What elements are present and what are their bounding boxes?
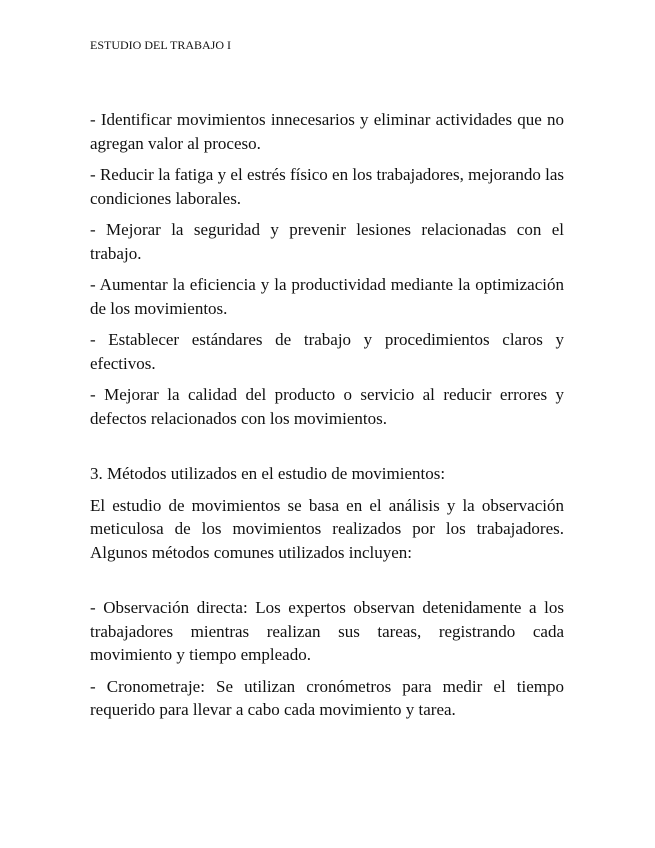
list-item: - Reducir la fatiga y el estrés físico en los trabajadores, mejorando las condiciones laborales.	[90, 165, 564, 208]
list-item: - Identificar movimientos innecesarios y eliminar actividades que no agregan valor al proceso.	[90, 110, 564, 153]
page-header: ESTUDIO DEL TRABAJO I	[90, 38, 231, 52]
list-item: - Observación directa: Los expertos observan detenidamente a los trabajadores mientras realizan sus tareas, registrando cada movimiento y tiempo empleado.	[90, 598, 564, 664]
list-item: - Aumentar la eficiencia y la productividad mediante la optimización de los movimientos.	[90, 275, 564, 318]
page-body	[90, 108, 564, 730]
intro-paragraph: El estudio de movimientos se basa en el análisis y la observación meticulosa de los movimientos realizados por los trabajadores. Algunos métodos comunes utilizados incluyen:	[90, 495, 564, 562]
list-item: - Mejorar la calidad del producto o servicio al reducir errores y defectos relacionados con los movimientos.	[90, 385, 564, 428]
list-item: - Cronometraje: Se utilizan cronómetros para medir el tiempo requerido para llevar a cabo cada movimiento y tarea.	[90, 676, 564, 719]
list-item: - Establecer estándares de trabajo y procedimientos claros y efectivos.	[90, 330, 564, 373]
list-item: - Mejorar la seguridad y prevenir lesiones relacionadas con el trabajo.	[90, 220, 564, 263]
section-title: 3. Métodos utilizados en el estudio de movimientos:	[90, 464, 446, 483]
